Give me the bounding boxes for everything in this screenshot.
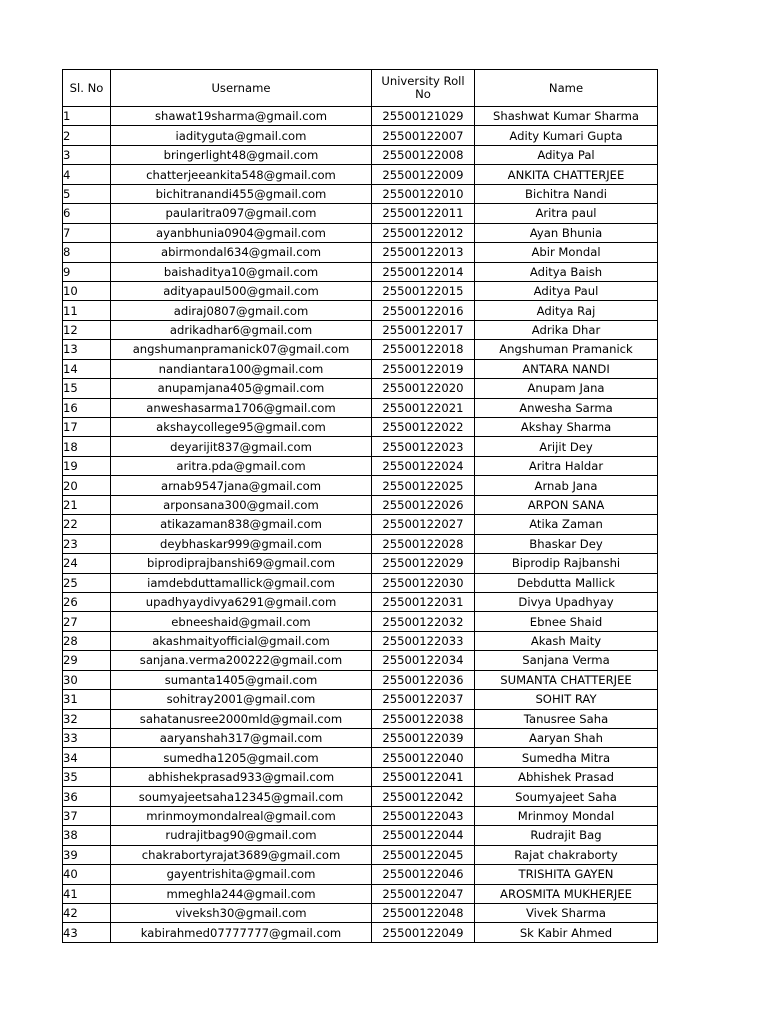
cell-university-roll-no: 25500122017	[372, 320, 475, 339]
cell-university-roll-no: 25500122011	[372, 204, 475, 223]
cell-name: Sk Kabir Ahmed	[475, 923, 658, 942]
table-row	[63, 301, 658, 320]
document-page	[62, 69, 658, 943]
cell-name: Adrika Dhar	[475, 320, 658, 339]
cell-university-roll-no: 25500122039	[372, 729, 475, 748]
cell-university-roll-no: 25500122044	[372, 826, 475, 845]
table-row	[63, 243, 658, 262]
cell-sl-no: 37	[63, 806, 111, 825]
header-username: Username	[111, 70, 372, 107]
table-row	[63, 534, 658, 553]
cell-name: Abhishek Prasad	[475, 767, 658, 786]
cell-name: Arijit Dey	[475, 437, 658, 456]
cell-university-roll-no: 25500122022	[372, 418, 475, 437]
cell-name: ANTARA NANDI	[475, 359, 658, 378]
cell-university-roll-no: 25500122008	[372, 145, 475, 164]
table-row	[63, 903, 658, 922]
cell-university-roll-no: 25500122010	[372, 184, 475, 203]
cell-sl-no: 31	[63, 690, 111, 709]
cell-sl-no: 23	[63, 534, 111, 553]
table-row	[63, 418, 658, 437]
cell-university-roll-no: 25500122047	[372, 884, 475, 903]
cell-sl-no: 38	[63, 826, 111, 845]
cell-username: anupamjana405@gmail.com	[111, 379, 372, 398]
table-row	[63, 865, 658, 884]
cell-university-roll-no: 25500122030	[372, 573, 475, 592]
cell-university-roll-no: 25500122026	[372, 495, 475, 514]
table-header	[63, 70, 658, 107]
cell-name: Sanjana Verma	[475, 651, 658, 670]
table-row	[63, 165, 658, 184]
cell-name: Biprodip Rajbanshi	[475, 554, 658, 573]
table-row	[63, 398, 658, 417]
cell-username: sumedha1205@gmail.com	[111, 748, 372, 767]
cell-sl-no: 34	[63, 748, 111, 767]
cell-sl-no: 21	[63, 495, 111, 514]
cell-name: Aritra paul	[475, 204, 658, 223]
cell-name: Soumyajeet Saha	[475, 787, 658, 806]
cell-university-roll-no: 25500122021	[372, 398, 475, 417]
cell-name: Aditya Baish	[475, 262, 658, 281]
cell-university-roll-no: 25500122012	[372, 223, 475, 242]
cell-sl-no: 7	[63, 223, 111, 242]
cell-university-roll-no: 25500122020	[372, 379, 475, 398]
table-row	[63, 690, 658, 709]
table-row	[63, 456, 658, 475]
cell-username: atikazaman838@gmail.com	[111, 515, 372, 534]
cell-sl-no: 18	[63, 437, 111, 456]
header-row	[63, 70, 658, 107]
cell-university-roll-no: 25500122025	[372, 476, 475, 495]
cell-sl-no: 14	[63, 359, 111, 378]
cell-university-roll-no: 25500122027	[372, 515, 475, 534]
cell-name: ARPON SANA	[475, 495, 658, 514]
table-row	[63, 359, 658, 378]
cell-university-roll-no: 25500122023	[372, 437, 475, 456]
cell-university-roll-no: 25500122031	[372, 592, 475, 611]
cell-name: Arnab Jana	[475, 476, 658, 495]
cell-username: aaryanshah317@gmail.com	[111, 729, 372, 748]
cell-name: Mrinmoy Mondal	[475, 806, 658, 825]
cell-sl-no: 19	[63, 456, 111, 475]
cell-name: ANKITA CHATTERJEE	[475, 165, 658, 184]
cell-name: TRISHITA GAYEN	[475, 865, 658, 884]
table-row	[63, 107, 658, 126]
cell-username: biprodiprajbanshi69@gmail.com	[111, 554, 372, 573]
table-row	[63, 379, 658, 398]
cell-username: soumyajeetsaha12345@gmail.com	[111, 787, 372, 806]
table-row	[63, 709, 658, 728]
cell-name: Aritra Haldar	[475, 456, 658, 475]
cell-name: SUMANTA CHATTERJEE	[475, 670, 658, 689]
table-body	[63, 107, 658, 943]
cell-username: chakrabortyrajat3689@gmail.com	[111, 845, 372, 864]
cell-username: upadhyaydivya6291@gmail.com	[111, 592, 372, 611]
table-row	[63, 806, 658, 825]
cell-university-roll-no: 25500122041	[372, 767, 475, 786]
cell-university-roll-no: 25500122028	[372, 534, 475, 553]
table-row	[63, 670, 658, 689]
cell-sl-no: 6	[63, 204, 111, 223]
cell-university-roll-no: 25500122013	[372, 243, 475, 262]
cell-name: Angshuman Pramanick	[475, 340, 658, 359]
cell-university-roll-no: 25500122046	[372, 865, 475, 884]
cell-sl-no: 25	[63, 573, 111, 592]
cell-name: Akshay Sharma	[475, 418, 658, 437]
cell-username: sahatanusree2000mld@gmail.com	[111, 709, 372, 728]
cell-sl-no: 29	[63, 651, 111, 670]
table-row	[63, 787, 658, 806]
cell-username: angshumanpramanick07@gmail.com	[111, 340, 372, 359]
cell-sl-no: 4	[63, 165, 111, 184]
cell-name: Ayan Bhunia	[475, 223, 658, 242]
cell-username: sohitray2001@gmail.com	[111, 690, 372, 709]
cell-sl-no: 17	[63, 418, 111, 437]
cell-university-roll-no: 25500122049	[372, 923, 475, 942]
table-row	[63, 554, 658, 573]
cell-username: bringerlight48@gmail.com	[111, 145, 372, 164]
cell-sl-no: 39	[63, 845, 111, 864]
cell-name: Aditya Paul	[475, 281, 658, 300]
cell-university-roll-no: 25500122029	[372, 554, 475, 573]
table-row	[63, 320, 658, 339]
cell-sl-no: 10	[63, 281, 111, 300]
cell-username: baishaditya10@gmail.com	[111, 262, 372, 281]
header-name: Name	[475, 70, 658, 107]
cell-university-roll-no: 25500122019	[372, 359, 475, 378]
header-roll-line2: No	[415, 87, 431, 101]
table-row	[63, 592, 658, 611]
cell-university-roll-no: 25500122024	[372, 456, 475, 475]
cell-sl-no: 15	[63, 379, 111, 398]
cell-username: mmeghla244@gmail.com	[111, 884, 372, 903]
cell-sl-no: 20	[63, 476, 111, 495]
cell-sl-no: 33	[63, 729, 111, 748]
table-row	[63, 845, 658, 864]
cell-university-roll-no: 25500122015	[372, 281, 475, 300]
cell-username: arponsana300@gmail.com	[111, 495, 372, 514]
cell-username: gayentrishita@gmail.com	[111, 865, 372, 884]
cell-username: shawat19sharma@gmail.com	[111, 107, 372, 126]
cell-name: Abir Mondal	[475, 243, 658, 262]
table-row	[63, 184, 658, 203]
cell-name: Bichitra Nandi	[475, 184, 658, 203]
cell-username: bichitranandi455@gmail.com	[111, 184, 372, 203]
cell-sl-no: 22	[63, 515, 111, 534]
cell-university-roll-no: 25500122045	[372, 845, 475, 864]
cell-sl-no: 30	[63, 670, 111, 689]
table-row	[63, 437, 658, 456]
cell-username: iamdebduttamallick@gmail.com	[111, 573, 372, 592]
header-roll-line1: University Roll	[381, 74, 465, 88]
table-row	[63, 729, 658, 748]
cell-university-roll-no: 25500122034	[372, 651, 475, 670]
cell-name: Vivek Sharma	[475, 903, 658, 922]
cell-sl-no: 28	[63, 631, 111, 650]
cell-username: abhishekprasad933@gmail.com	[111, 767, 372, 786]
cell-sl-no: 43	[63, 923, 111, 942]
table-row	[63, 651, 658, 670]
cell-name: Sumedha Mitra	[475, 748, 658, 767]
cell-sl-no: 12	[63, 320, 111, 339]
cell-university-roll-no: 25500121029	[372, 107, 475, 126]
cell-university-roll-no: 25500122009	[372, 165, 475, 184]
table-row	[63, 884, 658, 903]
cell-username: nandiantara100@gmail.com	[111, 359, 372, 378]
cell-university-roll-no: 25500122038	[372, 709, 475, 728]
cell-sl-no: 8	[63, 243, 111, 262]
cell-university-roll-no: 25500122048	[372, 903, 475, 922]
cell-username: chatterjeeankita548@gmail.com	[111, 165, 372, 184]
cell-sl-no: 13	[63, 340, 111, 359]
table-row	[63, 262, 658, 281]
table-row	[63, 826, 658, 845]
cell-username: arnab9547jana@gmail.com	[111, 476, 372, 495]
cell-sl-no: 41	[63, 884, 111, 903]
cell-name: Rajat chakraborty	[475, 845, 658, 864]
table-row	[63, 631, 658, 650]
cell-sl-no: 32	[63, 709, 111, 728]
cell-sl-no: 42	[63, 903, 111, 922]
cell-name: Rudrajit Bag	[475, 826, 658, 845]
cell-username: rudrajitbag90@gmail.com	[111, 826, 372, 845]
cell-name: Ebnee Shaid	[475, 612, 658, 631]
cell-university-roll-no: 25500122014	[372, 262, 475, 281]
table-row	[63, 495, 658, 514]
cell-name: Anwesha Sarma	[475, 398, 658, 417]
cell-username: aritra.pda@gmail.com	[111, 456, 372, 475]
cell-sl-no: 36	[63, 787, 111, 806]
cell-username: sanjana.verma200222@gmail.com	[111, 651, 372, 670]
cell-name: Akash Maity	[475, 631, 658, 650]
cell-sl-no: 26	[63, 592, 111, 611]
cell-name: Aditya Pal	[475, 145, 658, 164]
table-row	[63, 204, 658, 223]
cell-username: paularitra097@gmail.com	[111, 204, 372, 223]
cell-username: adrikadhar6@gmail.com	[111, 320, 372, 339]
cell-name: Atika Zaman	[475, 515, 658, 534]
cell-university-roll-no: 25500122037	[372, 690, 475, 709]
table-row	[63, 340, 658, 359]
student-roster-table	[62, 69, 658, 943]
cell-university-roll-no: 25500122032	[372, 612, 475, 631]
cell-username: deyarijit837@gmail.com	[111, 437, 372, 456]
cell-name: Bhaskar Dey	[475, 534, 658, 553]
cell-university-roll-no: 25500122042	[372, 787, 475, 806]
cell-sl-no: 3	[63, 145, 111, 164]
cell-name: Anupam Jana	[475, 379, 658, 398]
cell-sl-no: 1	[63, 107, 111, 126]
cell-username: akashmaityofficial@gmail.com	[111, 631, 372, 650]
cell-university-roll-no: 25500122033	[372, 631, 475, 650]
cell-username: ayanbhunia0904@gmail.com	[111, 223, 372, 242]
table-row	[63, 223, 658, 242]
cell-username: anweshasarma1706@gmail.com	[111, 398, 372, 417]
cell-username: sumanta1405@gmail.com	[111, 670, 372, 689]
cell-name: SOHIT RAY	[475, 690, 658, 709]
cell-username: mrinmoymondalreal@gmail.com	[111, 806, 372, 825]
table-row	[63, 748, 658, 767]
cell-name: Debdutta Mallick	[475, 573, 658, 592]
cell-name: Tanusree Saha	[475, 709, 658, 728]
cell-name: Shashwat Kumar Sharma	[475, 107, 658, 126]
cell-university-roll-no: 25500122018	[372, 340, 475, 359]
cell-sl-no: 35	[63, 767, 111, 786]
cell-username: iadityguta@gmail.com	[111, 126, 372, 145]
cell-username: kabirahmed07777777@gmail.com	[111, 923, 372, 942]
cell-username: adityapaul500@gmail.com	[111, 281, 372, 300]
cell-university-roll-no: 25500122036	[372, 670, 475, 689]
cell-sl-no: 9	[63, 262, 111, 281]
cell-sl-no: 40	[63, 865, 111, 884]
cell-sl-no: 5	[63, 184, 111, 203]
table-row	[63, 476, 658, 495]
cell-username: deybhaskar999@gmail.com	[111, 534, 372, 553]
table-row	[63, 145, 658, 164]
cell-name: AROSMITA MUKHERJEE	[475, 884, 658, 903]
cell-name: Divya Upadhyay	[475, 592, 658, 611]
cell-university-roll-no: 25500122040	[372, 748, 475, 767]
table-row	[63, 612, 658, 631]
header-sl-no: Sl. No	[63, 70, 111, 107]
cell-university-roll-no: 25500122016	[372, 301, 475, 320]
cell-sl-no: 24	[63, 554, 111, 573]
cell-sl-no: 16	[63, 398, 111, 417]
cell-name: Aditya Raj	[475, 301, 658, 320]
cell-sl-no: 27	[63, 612, 111, 631]
cell-username: abirmondal634@gmail.com	[111, 243, 372, 262]
table-row	[63, 126, 658, 145]
header-university-roll-no	[372, 70, 475, 107]
cell-username: ebneeshaid@gmail.com	[111, 612, 372, 631]
cell-name: Aaryan Shah	[475, 729, 658, 748]
table-row	[63, 573, 658, 592]
cell-university-roll-no: 25500122043	[372, 806, 475, 825]
cell-username: akshaycollege95@gmail.com	[111, 418, 372, 437]
table-row	[63, 767, 658, 786]
cell-username: adiraj0807@gmail.com	[111, 301, 372, 320]
cell-sl-no: 11	[63, 301, 111, 320]
table-row	[63, 923, 658, 942]
cell-university-roll-no: 25500122007	[372, 126, 475, 145]
table-row	[63, 515, 658, 534]
cell-username: viveksh30@gmail.com	[111, 903, 372, 922]
cell-name: Adity Kumari Gupta	[475, 126, 658, 145]
cell-sl-no: 2	[63, 126, 111, 145]
table-row	[63, 281, 658, 300]
